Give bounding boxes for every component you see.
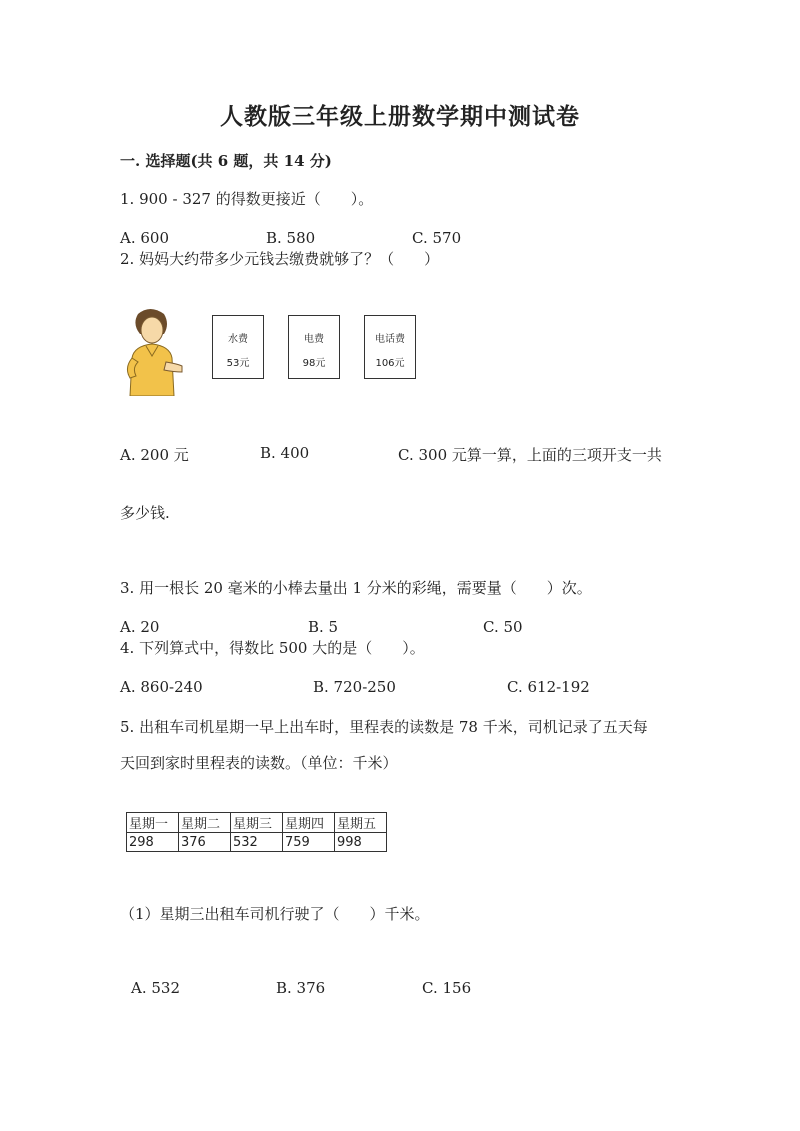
- table-cell: 998: [335, 833, 387, 852]
- table-header-cell: 星期三: [231, 813, 283, 833]
- table-header-row: [127, 813, 387, 833]
- question-2-continuation: 多少钱.: [120, 504, 170, 522]
- question-2-option-a[interactable]: A. 200 元: [120, 446, 189, 464]
- bill-card-price: 53元: [226, 358, 250, 369]
- table-cell: 532: [231, 833, 283, 852]
- question-4-option-c[interactable]: C. 612-192: [507, 678, 590, 696]
- bill-card-name: 水费: [228, 334, 248, 345]
- mother-illustration: [120, 306, 186, 396]
- question-1-option-b[interactable]: B. 580: [266, 229, 316, 247]
- page-title: 人教版三年级上册数学期中测试卷: [220, 103, 580, 130]
- question-5-sub-1: （1）星期三出租车司机行驶了（ ）千米。: [120, 905, 430, 923]
- question-4-text: 4. 下列算式中，得数比 500 大的是（ ）。: [120, 639, 425, 657]
- bill-card-water: [212, 315, 264, 379]
- question-2-text: 2. 妈妈大约带多少元钱去缴费就够了？（ ）: [120, 250, 440, 268]
- table-header-cell: 星期一: [127, 813, 179, 833]
- bill-card-phone: [364, 315, 416, 379]
- question-3-option-c[interactable]: C. 50: [483, 618, 523, 636]
- table-header-cell: 星期四: [283, 813, 335, 833]
- table-row: [127, 833, 387, 852]
- bill-card-name: 电费: [304, 334, 324, 345]
- mileage-table: [126, 812, 387, 852]
- question-5-option-b[interactable]: B. 376: [276, 979, 326, 997]
- question-5-option-c[interactable]: C. 156: [422, 979, 472, 997]
- question-2-option-b[interactable]: B. 400: [260, 444, 310, 462]
- question-3-option-b[interactable]: B. 5: [308, 618, 339, 636]
- question-2-option-c[interactable]: C. 300 元算一算，上面的三项开支一共: [398, 446, 662, 464]
- question-1-option-c[interactable]: C. 570: [412, 229, 462, 247]
- question-4-option-a[interactable]: A. 860-240: [120, 678, 203, 696]
- question-3-text: 3. 用一根长 20 毫米的小棒去量出 1 分米的彩绳，需要量（ ）次。: [120, 579, 592, 597]
- table-header-cell: 星期二: [179, 813, 231, 833]
- question-5-line-1: 5. 出租车司机星期一早上出车时，里程表的读数是 78 千米，司机记录了五天每: [120, 718, 648, 736]
- table-cell: 298: [127, 833, 179, 852]
- question-1-option-a[interactable]: A. 600: [120, 229, 169, 247]
- question-4-option-b[interactable]: B. 720-250: [313, 678, 396, 696]
- question-5-option-a[interactable]: A. 532: [131, 979, 180, 997]
- table-header-cell: 星期五: [335, 813, 387, 833]
- table-cell: 376: [179, 833, 231, 852]
- question-3-option-a[interactable]: A. 20: [120, 618, 160, 636]
- bill-card-electricity: [288, 315, 340, 379]
- question-5-line-2: 天回到家时里程表的读数。（单位：千米）: [120, 754, 398, 772]
- section-heading: 一. 选择题(共 6 题，共 14 分): [120, 152, 332, 170]
- bill-card-price: 106元: [375, 358, 405, 369]
- bill-card-name: 电话费: [375, 334, 405, 345]
- question-1-text: 1. 900 - 327 的得数更接近（ ）。: [120, 190, 374, 208]
- table-cell: 759: [283, 833, 335, 852]
- bill-card-price: 98元: [302, 358, 326, 369]
